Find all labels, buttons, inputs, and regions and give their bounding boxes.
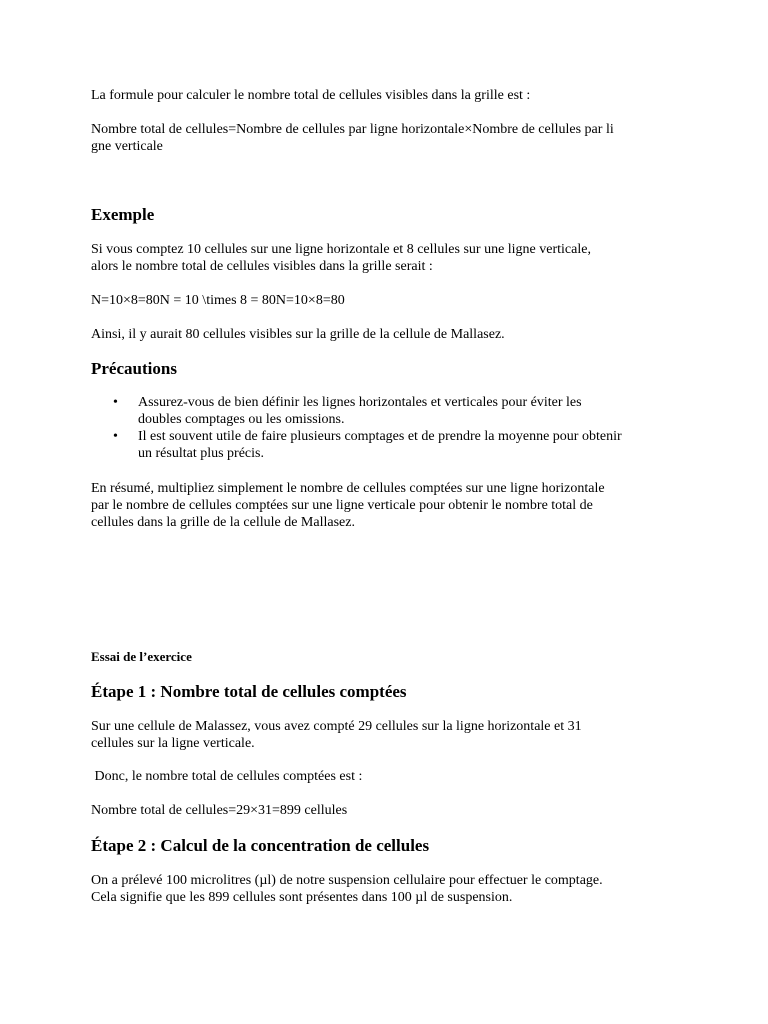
exercise-heading: Essai de l’exercice	[91, 649, 192, 664]
bullet-icon: •	[113, 395, 118, 410]
example-text-line-2: alors le nombre total de cellules visibles dans la grille serait :	[91, 259, 433, 274]
step2-heading: Étape 2 : Calcul de la concentration de cellules	[91, 836, 430, 855]
step1-text-line-1: Sur une cellule de Malassez, vous avez compté 29 cellules sur la ligne horizontale et 31	[91, 719, 582, 734]
example-text-line-1: Si vous comptez 10 cellules sur une ligne horizontale et 8 cellules sur une ligne verticale,	[91, 242, 591, 257]
step2-text-line-1: On a prélevé 100 microlitres (µl) de notre suspension cellulaire pour effectuer le comptage.	[91, 873, 603, 888]
precautions-heading: Précautions	[91, 359, 177, 378]
step1-therefore: Donc, le nombre total de cellules comptées est :	[91, 769, 363, 784]
list-item-line: un résultat plus précis.	[138, 446, 264, 461]
example-conclusion: Ainsi, il y aurait 80 cellules visibles sur la grille de la cellule de Mallasez.	[91, 327, 505, 342]
list-item-line: doubles comptages ou les omissions.	[138, 412, 345, 427]
example-formula: N=10×8=80N = 10 \times 8 = 80N=10×8=80	[91, 293, 345, 308]
summary-line-3: cellules dans la grille de la cellule de Mallasez.	[91, 515, 355, 530]
step2-text-line-2: Cela signifie que les 899 cellules sont présentes dans 100 µl de suspension.	[91, 890, 513, 905]
list-item	[91, 394, 681, 428]
formula-line-2: gne verticale	[91, 139, 163, 154]
summary-line-2: par le nombre de cellules comptées sur une ligne verticale pour obtenir le nombre total de	[91, 498, 593, 513]
precautions-list	[91, 394, 681, 462]
list-item	[91, 428, 681, 462]
list-item-line: Il est souvent utile de faire plusieurs comptages et de prendre la moyenne pour obtenir	[138, 429, 622, 444]
list-item-line: Assurez-vous de bien définir les lignes horizontales et verticales pour éviter les	[138, 395, 582, 410]
formula-line-1: Nombre total de cellules=Nombre de cellules par ligne horizontale×Nombre de cellules par li	[91, 122, 614, 137]
bullet-icon: •	[113, 429, 118, 444]
summary-line-1: En résumé, multipliez simplement le nombre de cellules comptées sur une ligne horizontale	[91, 481, 605, 496]
step1-text-line-2: cellules sur la ligne verticale.	[91, 736, 255, 751]
step1-formula: Nombre total de cellules=29×31=899 cellules	[91, 803, 348, 818]
step1-heading: Étape 1 : Nombre total de cellules comptées	[91, 682, 407, 701]
intro-text: La formule pour calculer le nombre total de cellules visibles dans la grille est :	[91, 88, 531, 103]
example-heading: Exemple	[91, 205, 155, 224]
